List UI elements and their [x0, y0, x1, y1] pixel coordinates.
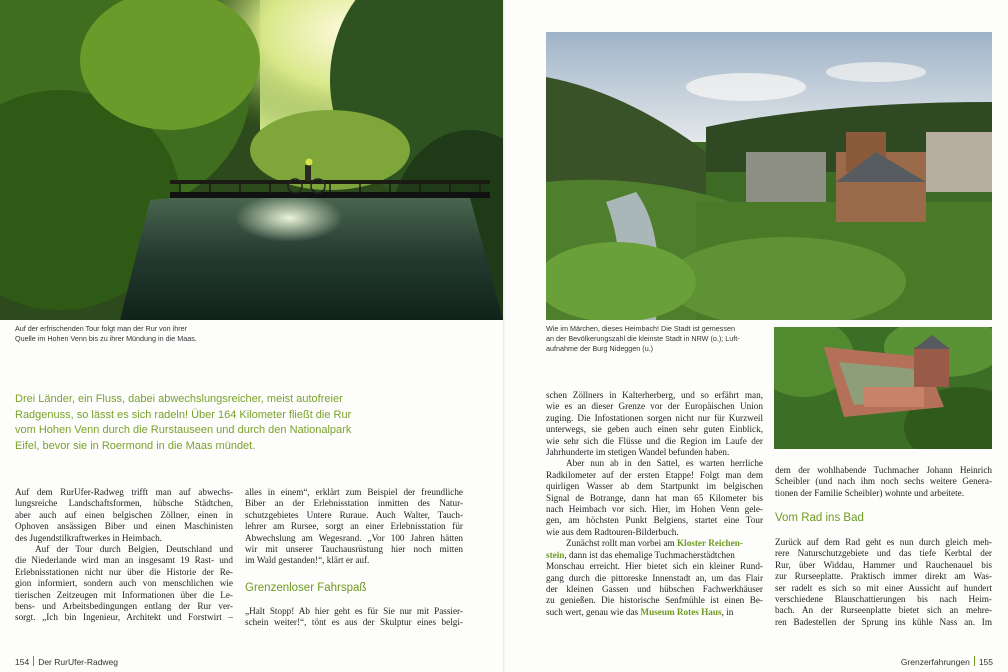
heading-grenzenloser-fahrspass: Grenzenloser Fahrspaß: [245, 582, 367, 594]
footer-separator: [33, 656, 34, 666]
body-text: , in: [721, 606, 734, 617]
body-line: wir mit unserer Tauchausrüstung hier noch mitten: [245, 544, 463, 555]
body-line: tierischen Zeitzeugen mit Informationen über die Le-: [15, 589, 233, 600]
heading-vom-rad-ins-bad: Vom Rad ins Bad: [775, 512, 864, 524]
body-line: alles in einem“, erklärt zum Beispiel der freundliche: [245, 487, 463, 497]
body-line: lehrer am Rursee, sorgt an einer Erlebnisstation für: [245, 521, 463, 532]
body-line: [546, 607, 763, 618]
body-line: zur Rurseeplatte. Praktisch immer direkt am Was-: [775, 571, 992, 582]
intro-line: Eifel, bevor sie in Roermond in die Maas mündet.: [15, 439, 256, 452]
caption-line: aufnahme der Burg Nideggen (u.): [546, 344, 654, 353]
body-line: [546, 550, 763, 561]
body-column-3: [546, 390, 763, 618]
footer-right: [901, 656, 993, 667]
body-line: lungsreiche Landschaftsformen, hübsche Städtchen,: [15, 498, 233, 509]
caption-line: an der Bevölkerungszahl die kleinste Stadt in NRW (o.); Luft-: [546, 334, 740, 343]
body-line: Abwechslung am Wegesrand. „Vor 100 Jahren hätten: [245, 532, 463, 543]
body-text: , dann ist das ehemalige Tuchmacherstädtchen: [564, 549, 735, 560]
intro-paragraph: [15, 392, 355, 454]
body-column-4b: [775, 537, 992, 628]
body-line: bens- und Arbeitsbedingungen entlang der Rur ver-: [15, 601, 233, 612]
body-line: quirligen Wasser ab dem Startpunkt im belgischen: [546, 481, 763, 492]
page-number-left: 154: [15, 657, 30, 667]
body-line: Rur, über Widdau, Hammer und Rauchenauel bis: [775, 559, 992, 570]
body-line: Zurück auf dem Rad geht es nun durch gleich meh-: [775, 537, 992, 547]
intro-line: vom Hohen Venn durch die Rurstauseen und durch den Nationalpark: [15, 424, 352, 437]
body-line: Auf der Tour durch Belgien, Deutschland und: [35, 544, 233, 555]
body-line: aber auch auf einen belgischen Zöllner, einen in: [15, 509, 233, 520]
body-line: sorgt. „Ich bin Ingenieur, Architekt und Forstwirt –: [15, 612, 233, 623]
body-line: ser radelt es sich so mit einer Aussicht auf hundert: [775, 582, 992, 593]
footer-left: [15, 656, 118, 667]
body-text: such wert, genau wie das: [546, 606, 641, 617]
link-kloster-reichenstein[interactable]: Kloster Reichen-: [677, 538, 743, 549]
body-line: die Niederlande wird man an insgesamt 19 Rast- und: [15, 555, 233, 566]
body-line: Monschau erreicht. Hier bietet sich ein kleiner Rund-: [546, 561, 763, 572]
body-line: [546, 538, 763, 549]
body-line: Scheibler (und nach ihm noch sechs weitere Genera-: [775, 476, 992, 487]
body-line: unterwegs, sie geben auch einen sehr guten Einblick,: [546, 424, 763, 435]
body-line: zuging. Die Infostationen sorgen nicht nur für Kurzweil: [546, 412, 763, 423]
body-line: Signal de Botrange, dann hat man 65 Kilometer bis: [546, 492, 763, 503]
body-line: Erlebnisstationen nicht nur über die Historie der Re-: [15, 566, 233, 577]
body-line: Jahrhunderte im stetigen Wandel befunden haben.: [546, 447, 730, 458]
body-line: wie aus dem Radtouren-Bilderbuch.: [546, 526, 679, 537]
body-line: Ophoven ansässigen Biber und einen Maschinisten: [15, 521, 233, 532]
caption-line: Quelle im Hohen Venn bis zu ihrer Mündung in die Maas.: [15, 334, 197, 343]
body-line: Auf dem RurUfer-Radweg trifft man auf abwechs-: [15, 487, 233, 497]
body-line: verschiedene Blauschattierungen bis nach Heim-: [775, 594, 992, 605]
body-column-2a: [245, 487, 463, 567]
body-line: des Jugendstilkraftwerkes in Heimbach.: [15, 532, 162, 543]
body-line: Radkilometer auf der ersten Etappe! Folgt man dem: [546, 469, 763, 480]
caption-left-photo: [15, 324, 197, 344]
photo-burg-nideggen: [774, 327, 992, 449]
body-line: zu genießen. Die historische Senfmühle ist einen Be-: [546, 595, 763, 606]
body-line: im Wald gestanden!“, klärt er auf.: [245, 555, 370, 566]
caption-line: Auf der erfrischenden Tour folgt man der Rur von ihrer: [15, 324, 188, 333]
body-line: schutzgebietes Untere Ruraue. Auch Walter, Tauch-: [245, 509, 463, 520]
book-gutter: [503, 0, 505, 672]
body-line: der kleinen Gassen und hübschen Fachwerkhäuser: [546, 583, 763, 594]
body-line: schen Zöllners in Kalterherberg, und so erfährt man,: [546, 390, 763, 400]
body-line: rere Naturschutzgebiete und das tiefe Kerbtal der: [775, 548, 992, 559]
body-line: ren Badestellen der Sprung ins kühle Nass an. Im: [775, 616, 992, 627]
caption-right-photos: [546, 324, 740, 354]
running-title-left: Der RurUfer-Radweg: [38, 657, 119, 667]
body-column-1: [15, 487, 233, 624]
body-line: bach. An der Rurseenplatte bietet sich an mehre-: [775, 605, 992, 616]
running-title-right: Grenzerfahrungen: [900, 657, 970, 667]
intro-line: Radgenuss, so lässt es sich radeln! Über 164 Kilometer fließt die Rur: [15, 408, 352, 421]
body-text: Zunächst rollt man vorbei am: [566, 538, 677, 549]
link-museum-rotes-haus[interactable]: Museum Rotes Haus: [640, 606, 722, 617]
body-line: tionen der Familie Scheibler) wohnte und arbeitete.: [775, 487, 965, 498]
body-line: gang durch die pittoreske Innenstadt an, um das Flair: [546, 572, 763, 583]
photo-heimbach-town: [546, 32, 992, 320]
body-line: dem der wohlhabende Tuchmacher Johann Heinrich: [775, 465, 992, 475]
body-line: Aber nun ab in den Sattel, es warten herrliche: [566, 458, 763, 469]
body-line: nach Heimbach vor sich. Hier, im Hohen Venn gele-: [546, 504, 763, 515]
intro-line: Drei Länder, ein Fluss, dabei abwechslungsreicher, meist autofreier: [15, 393, 343, 405]
body-line: wie sehr sich die Flüsse und die Region im Laufe der: [546, 435, 763, 446]
footer-separator: [974, 656, 975, 666]
photo-river-bridge: [0, 0, 503, 320]
body-line: „Halt Stopp! Ab hier geht es für Sie nur mit Passier-: [245, 606, 463, 616]
body-line: gion informiert, sondern auch von menschlichen wie: [15, 578, 233, 589]
link-kloster-reichenstein-cont[interactable]: stein: [546, 549, 565, 560]
body-column-2b: [245, 606, 463, 629]
page-number-right: 155: [978, 657, 993, 667]
body-line: schein weiter!“, tönt es aus der Skulptur eines belgi-: [245, 617, 463, 628]
body-column-4a: [775, 465, 992, 499]
caption-line: Wie im Märchen, dieses Heimbach! Die Stadt ist gemessen: [546, 324, 735, 333]
body-line: Biber an der Erlebnisstation inmitten des Natur-: [245, 498, 463, 509]
body-line: wie es an dieser Grenze vor der Europäischen Union: [546, 401, 763, 412]
body-line: gen, am höchsten Punkt Belgiens, startet eine Tour: [546, 515, 763, 526]
